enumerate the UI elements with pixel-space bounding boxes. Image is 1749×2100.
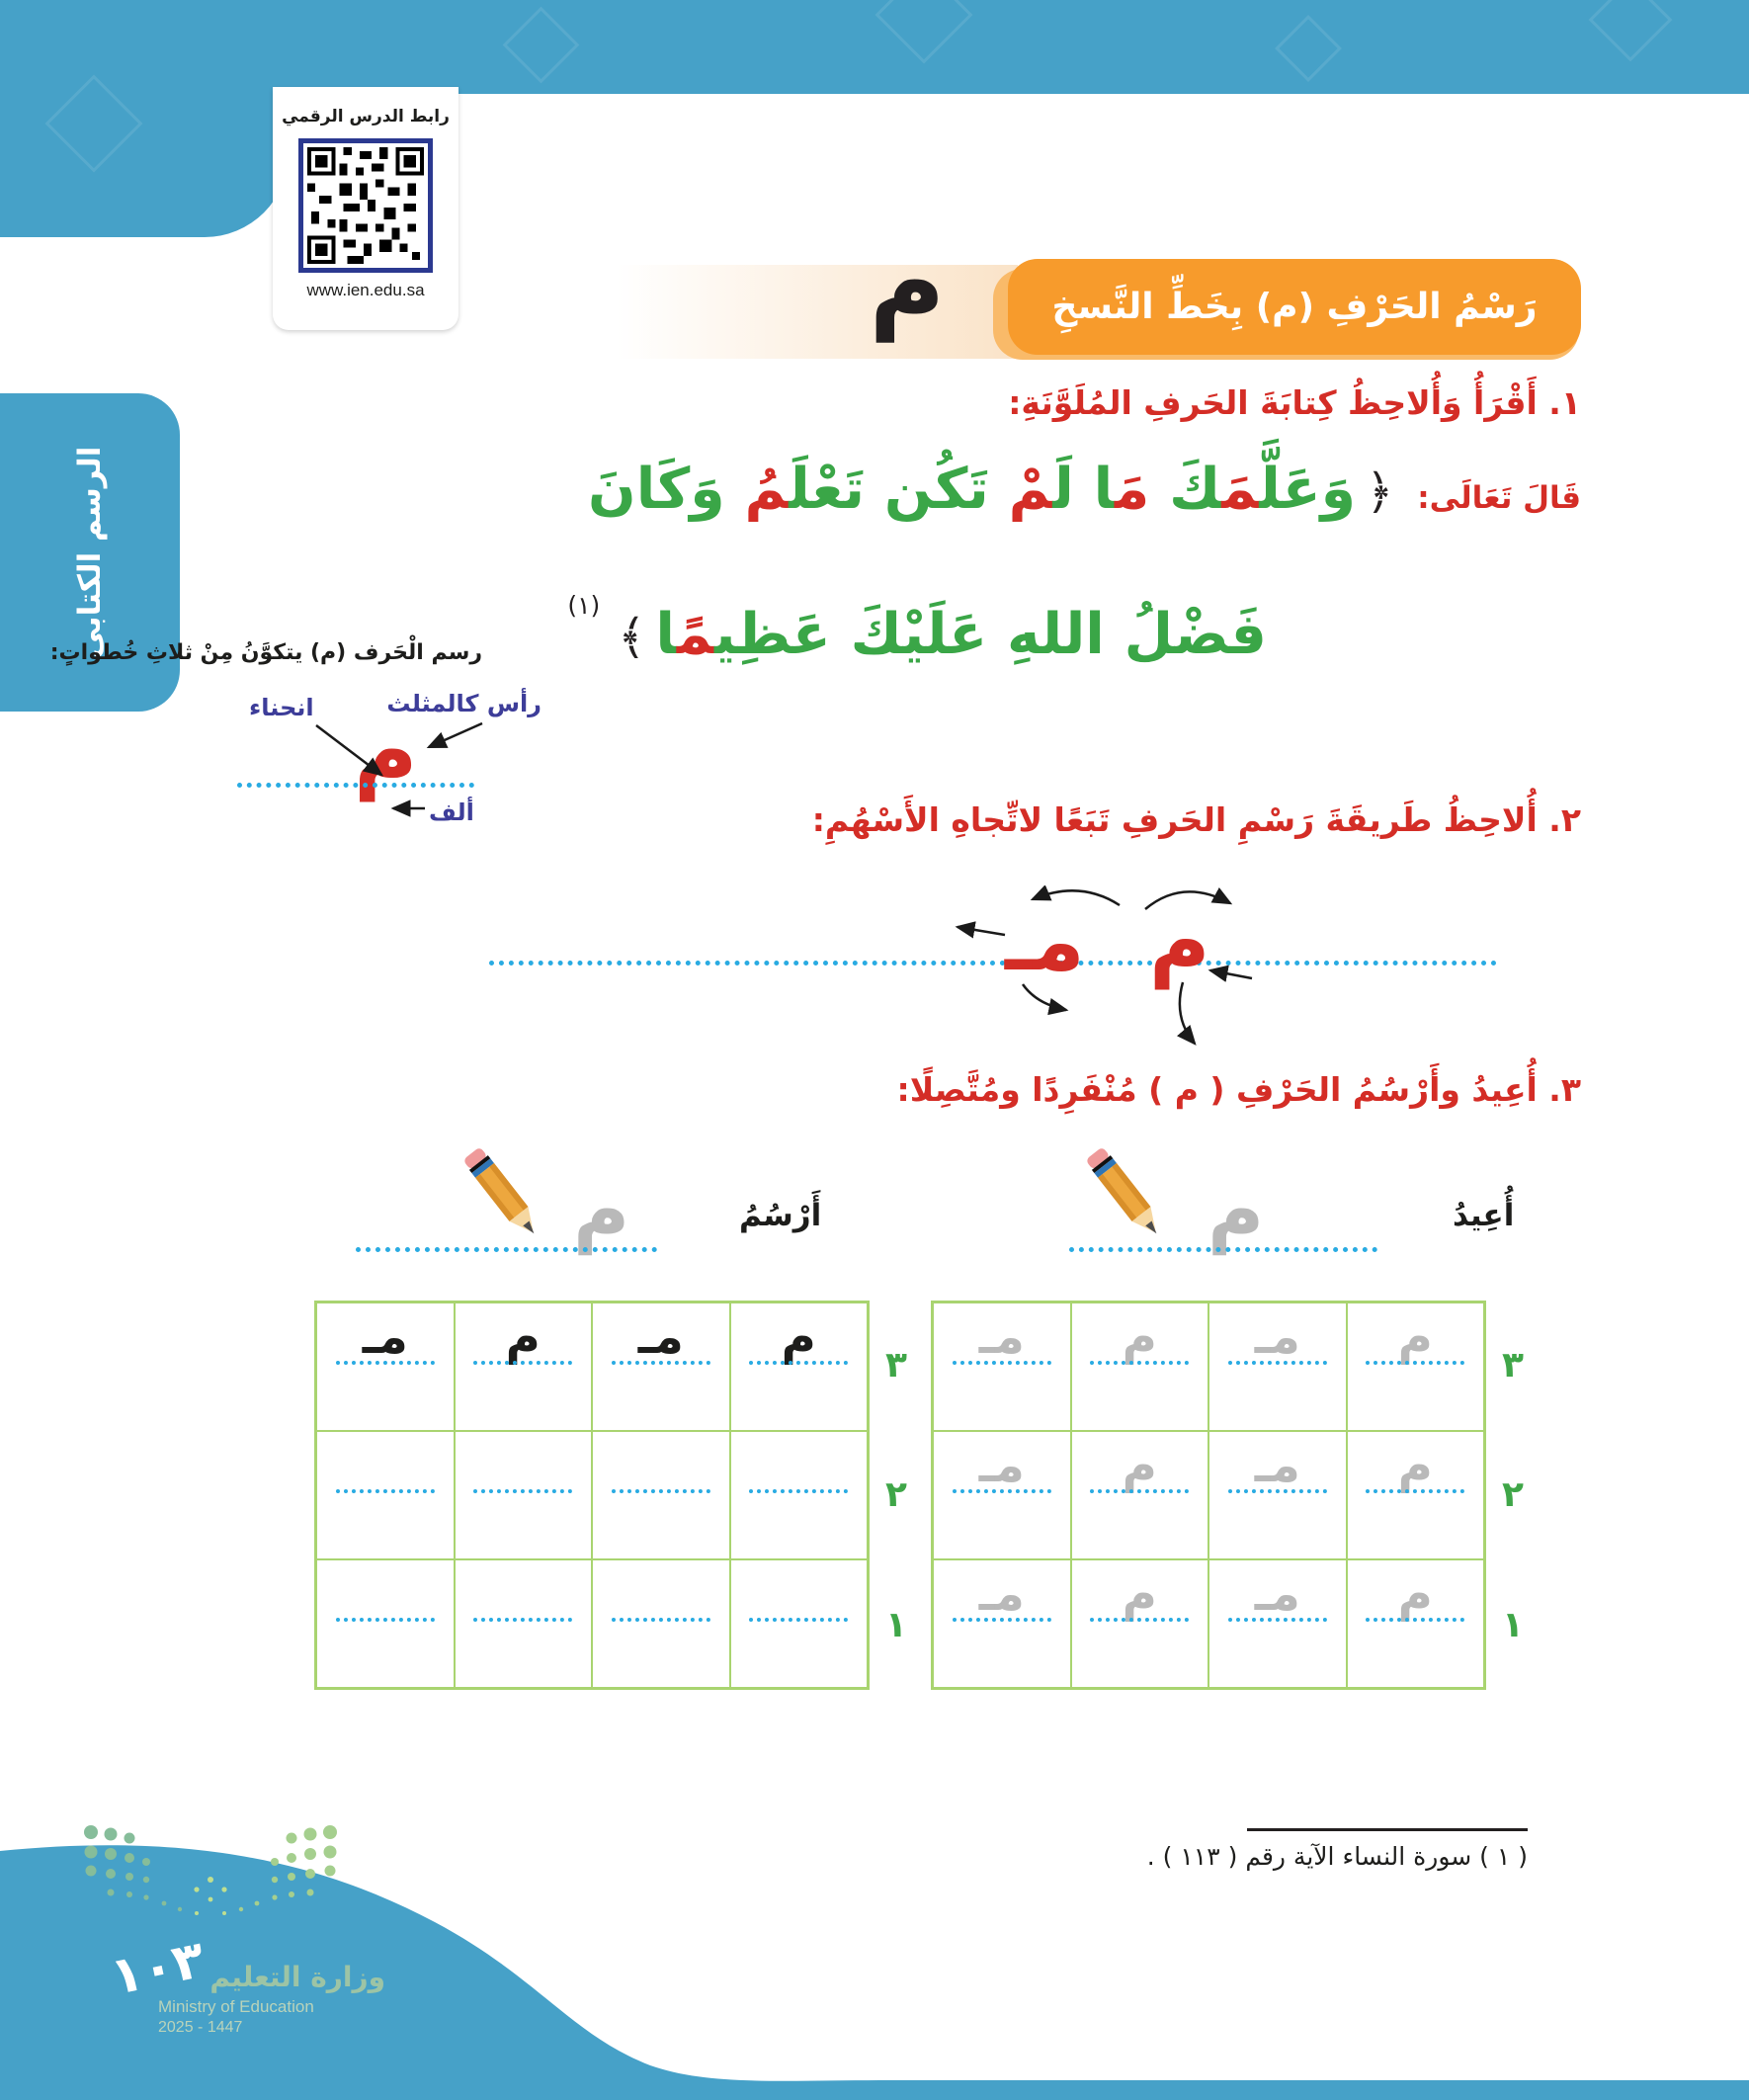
verse-text-parts — [655, 602, 1267, 667]
writing-line — [953, 1618, 1051, 1622]
practice-cell[interactable] — [316, 1431, 455, 1559]
writing-line — [749, 1618, 848, 1622]
ministry-name-english: Ministry of Education — [158, 1997, 314, 2016]
letter-isolated-form: م — [1149, 892, 1210, 989]
stroke-direction-figure — [489, 885, 1497, 1053]
qr-url: www.ien.edu.sa — [306, 281, 425, 299]
practice-letter: م — [1122, 1566, 1157, 1622]
ornate-open-bracket-icon: ﴿ — [1366, 464, 1394, 520]
practice-cell[interactable] — [1071, 1302, 1209, 1431]
practice-cell[interactable] — [316, 1302, 455, 1431]
writing-line — [1090, 1618, 1189, 1622]
practice-cell[interactable] — [1347, 1431, 1485, 1559]
writing-line — [1228, 1489, 1327, 1493]
practice-cell[interactable] — [933, 1431, 1071, 1559]
writing-line — [1366, 1361, 1464, 1365]
row-number: ١ — [1502, 1604, 1524, 1645]
row-number: ٢ — [1502, 1474, 1524, 1516]
trace-writing-line[interactable] — [356, 1247, 657, 1252]
letter-connected-form: مـ — [1005, 892, 1085, 989]
diamond-motif — [1589, 0, 1673, 61]
writing-line — [612, 1489, 710, 1493]
diamond-motif — [875, 0, 973, 63]
verse-highlight-letter: مَ — [1221, 457, 1260, 522]
writing-line — [1366, 1489, 1464, 1493]
page-number: ١٠٣ — [105, 1929, 210, 2008]
practice-cell[interactable] — [730, 1302, 869, 1431]
writing-line — [953, 1361, 1051, 1365]
lesson-title-bar — [1008, 259, 1581, 355]
practice-letter: م — [1397, 1566, 1433, 1622]
diamond-motif — [1275, 15, 1342, 82]
practice-cell[interactable] — [455, 1302, 593, 1431]
practice-letter: مـ — [1254, 1438, 1300, 1493]
writing-line — [336, 1361, 435, 1365]
practice-cell[interactable] — [316, 1559, 455, 1688]
label-alif: ألف — [429, 798, 474, 826]
row-numbers — [1492, 1301, 1534, 1690]
practice-cell[interactable] — [933, 1559, 1071, 1688]
ministry-years: 2025 - 1447 — [158, 2019, 243, 2036]
writing-line — [953, 1489, 1051, 1493]
practice-letter: م — [1122, 1438, 1157, 1493]
writing-line — [1090, 1361, 1189, 1365]
practice-cell[interactable] — [1208, 1431, 1347, 1559]
practice-cell[interactable] — [933, 1302, 1071, 1431]
verse-text: ا — [655, 602, 677, 667]
practice-cell[interactable] — [1347, 1559, 1485, 1688]
qr-title: رابط الدرس الرقمي — [282, 107, 450, 126]
writing-line — [612, 1361, 710, 1365]
practice-letter: مـ — [1254, 1309, 1300, 1365]
practice-cell[interactable] — [1347, 1302, 1485, 1431]
practice-letter: م — [1122, 1309, 1157, 1365]
writing-line — [473, 1361, 572, 1365]
practice-cell[interactable] — [1208, 1559, 1347, 1688]
practice-letter: مـ — [1254, 1566, 1300, 1622]
practice-cell[interactable] — [730, 1559, 869, 1688]
verse-text: ا لَ — [1052, 457, 1115, 522]
pencil-icon — [451, 1133, 559, 1261]
trace-writing-line[interactable] — [1069, 1247, 1377, 1252]
diagram-note: رسم الْحَرف (م) يتكوَّنُ مِنْ ثلاثِ خُطواتٍ: — [49, 640, 482, 665]
practice-grid-draw — [314, 1301, 870, 1690]
verse-text: تَكُن تَعْلَ — [789, 457, 1009, 522]
writing-line — [473, 1618, 572, 1622]
footnote-reference: (١) — [567, 591, 601, 620]
letter-anatomy-diagram — [235, 686, 543, 859]
row-number: ٣ — [885, 1345, 907, 1386]
practice-cell[interactable] — [455, 1559, 593, 1688]
practice-cell[interactable] — [1071, 1559, 1209, 1688]
lesson-letter: م — [869, 221, 946, 342]
verse-text: كَ — [1149, 457, 1222, 522]
verse-intro: قَالَ تَعَالَى: — [1417, 480, 1581, 516]
verse-text-parts — [588, 457, 1357, 522]
practice-letter: مـ — [362, 1309, 408, 1365]
panel-label-repeat: أُعِيدُ — [1453, 1198, 1515, 1233]
section3-heading: ٣. أُعِيدُ وأَرْسُمُ الحَرْفِ ( م ) مُنْفَرِدًا ومُتَّصِلًا: — [896, 1070, 1581, 1109]
diamond-motif — [45, 75, 143, 173]
practice-grid-repeat — [931, 1301, 1486, 1690]
verse-highlight-letter: مً — [676, 602, 715, 667]
practice-cell[interactable] — [592, 1559, 730, 1688]
lesson-title: رَسْمُ الحَرْفِ (م) بِخَطِّ النَّسخِ — [1051, 287, 1538, 327]
writing-line — [336, 1618, 435, 1622]
verse-line-1 — [588, 457, 1581, 522]
practice-cell[interactable] — [1071, 1431, 1209, 1559]
pencil-icon — [1073, 1133, 1182, 1261]
practice-cell[interactable] — [730, 1431, 869, 1559]
practice-letter: مـ — [978, 1566, 1025, 1622]
writing-line — [473, 1489, 572, 1493]
practice-cell[interactable] — [592, 1431, 730, 1559]
panel-label-draw: أَرْسُمُ — [739, 1198, 822, 1233]
practice-cell[interactable] — [592, 1302, 730, 1431]
verse-line-2 — [567, 591, 1267, 667]
practice-letter: م — [781, 1309, 816, 1365]
practice-letter: م — [505, 1309, 541, 1365]
diamond-motif — [503, 7, 580, 84]
practice-cell[interactable] — [1208, 1302, 1347, 1431]
writing-line — [612, 1618, 710, 1622]
verse-highlight-letter: مُ — [744, 457, 790, 522]
writing-line — [1228, 1361, 1327, 1365]
ministry-logo-icon — [77, 1818, 344, 1937]
verse-text: وَعَلَّ — [1259, 457, 1357, 522]
verse-text: وَكَانَ — [588, 457, 745, 522]
verse-highlight-letter: مَ — [1114, 457, 1150, 522]
writing-line — [1228, 1618, 1327, 1622]
practice-cell[interactable] — [455, 1431, 593, 1559]
qr-code-icon — [298, 138, 433, 273]
label-curve: انحناء — [249, 694, 314, 721]
row-number: ١ — [885, 1604, 907, 1645]
section2-heading: ٢. أُلاحِظُ طَريقَةَ رَسْمِ الحَرفِ تَبَعًا لاتِّجاهِ الأَسْهُمِ: — [811, 800, 1581, 839]
row-number: ٢ — [885, 1474, 907, 1516]
ornate-close-bracket-icon: ﴾ — [618, 610, 646, 665]
writing-line — [1366, 1618, 1464, 1622]
writing-line — [749, 1361, 848, 1365]
practice-letter: م — [1397, 1309, 1433, 1365]
footnote-text: ( ١ ) سورة النساء الآية رقم ( ١١٣ ) . — [1146, 1842, 1528, 1871]
diagram-arrows — [235, 686, 543, 859]
ministry-name-arabic: وزارة التعليم — [209, 1961, 385, 1993]
qr-panel — [273, 87, 458, 330]
qr-code-pattern — [307, 147, 424, 264]
chapter-tab-label: الرسم الكتابي — [72, 446, 108, 659]
diagram-letter: م — [354, 700, 418, 801]
writing-line — [336, 1489, 435, 1493]
label-triangle-head: رأس كالمثلث — [386, 690, 541, 717]
practice-letter: مـ — [978, 1309, 1025, 1365]
writing-line — [1090, 1489, 1189, 1493]
trace-letter: م — [573, 1166, 630, 1255]
row-number: ٣ — [1502, 1345, 1524, 1386]
writing-line — [749, 1489, 848, 1493]
practice-letter: مـ — [637, 1309, 684, 1365]
top-left-corner-block — [0, 0, 289, 237]
verse-text: فَضْلُ اللهِ عَلَيْكَ عَظِي — [714, 602, 1267, 667]
stroke-arrows — [489, 885, 1497, 1053]
trace-letter: م — [1208, 1166, 1265, 1255]
section1-heading: ١. أَقْرَأُ وَأُلاحِظُ كِتابَةَ الحَرفِ المُلَوَّنَةِ: — [1008, 383, 1581, 422]
practice-letter: مـ — [978, 1438, 1025, 1493]
row-numbers — [875, 1301, 917, 1690]
verse-highlight-letter: مْ — [1008, 457, 1053, 522]
practice-letter: م — [1397, 1438, 1433, 1493]
